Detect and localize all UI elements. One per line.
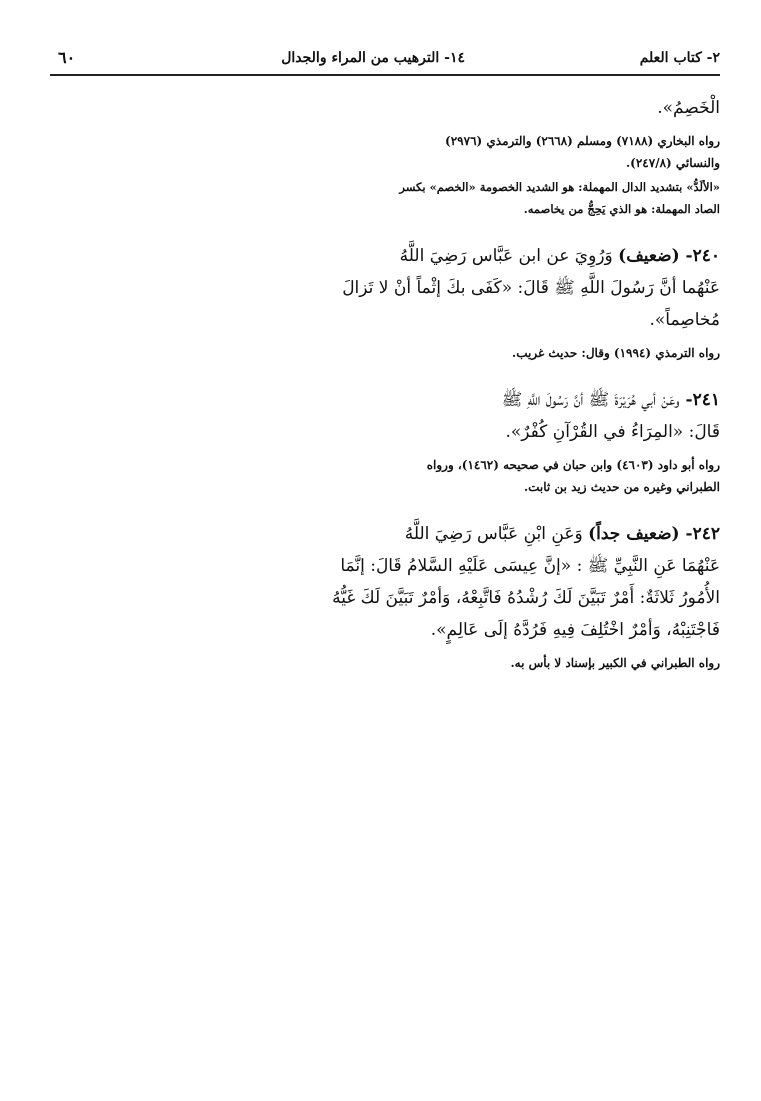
hadith-240 (92, 240, 720, 364)
note-line: «الألَدُّ» بتشديد الدال المهملة: هو الشديد الخصومة «الخصم» بكسر (399, 180, 720, 194)
reference-line: رواه الطبراني في الكبير بإسناد لا بأس به. (510, 656, 720, 670)
hadith-text: وَعَنِ ابْنِ عَبَّاس رَضِيَ اللَّهُ (404, 524, 589, 544)
hadith-line (92, 240, 720, 272)
continuation-text: الْخَصِمُ». (657, 98, 720, 118)
continuation-block (92, 92, 720, 220)
hadith-line: عَنْهُمَا عَنِ النَّبِيِّ ﷺ : «إنَّ عِيسَى عَلَيْهِ السَّلامُ قَالَ: إنَّمَا (340, 556, 720, 576)
section-title: ١٤- الترهيب من المراء والجدال (281, 50, 465, 66)
note-line: الصاد المهملة: هو الذي يَحِجُّ من يخاصمه. (523, 202, 720, 216)
hadith-line: مُخاصِماً». (649, 310, 720, 330)
header-rule (50, 74, 720, 76)
reference-line: رواه البخاري (٧١٨٨) ومسلم (٢٦٦٨) والترمذي (٢٩٧٦) (445, 134, 720, 148)
hadith-text: وعَنْ أبي هُرَيْرَةَ ﷺ أنَّ رَسُولَ اللَّهِ ﷺ (501, 390, 680, 410)
reference-line: رواه أبو داود (٤٦٠٣) وابن حبان في صحيحه (١٤٦٢)، ورواه (426, 458, 720, 472)
hadith-line (92, 384, 720, 416)
running-header (50, 46, 720, 74)
page-number: ٦٠ (58, 48, 76, 67)
reference-line: رواه الترمذي (١٩٩٤) وقال: حديث غريب. (512, 346, 720, 360)
hadith-line (92, 518, 720, 550)
hadith-number: ٢٤٠- (679, 246, 720, 266)
hadith-grade: (ضعيف) (618, 246, 680, 266)
hadith-241 (92, 384, 720, 498)
hadith-number: ٢٤١- (679, 390, 720, 410)
hadith-line: فَاجْتَنِبْهُ، وَأمْرٌ اخْتُلِفَ فِيهِ فَرُدَّهُ إلَى عَالِمٍ». (430, 620, 720, 640)
hadith-text: وَرُوِيَ عن ابن عَبَّاس رَضِيَ اللَّهُ (399, 246, 619, 266)
reference-line: الطبراني وغيره من حديث زيد بن ثابت. (523, 480, 720, 494)
hadith-line: عَنْهُما أنَّ رَسُولَ اللَّهِ ﷺ قَالَ: «كَفَى بكَ إثْماً أنْ لا تَزالَ (342, 278, 720, 298)
hadith-242 (92, 518, 720, 674)
chapter-title: ٢- كتاب العلم (639, 50, 720, 66)
hadith-line: الأُمُورُ ثَلاثَةٌ: أَمْرٌ تَبَيَّنَ لَكَ رُشْدُهُ فَاتَّبِعْهُ، وَأمْرٌ تَبَيَّنَ لَكَ غَيُّهُ (332, 588, 720, 608)
hadith-grade: (ضعيف جداً) (588, 524, 680, 544)
reference-line: والنسائي (٢٤٧/٨). (626, 156, 720, 170)
hadith-line: قَالَ: «المِرَاءُ في القُرْآنِ كُفْرٌ». (505, 422, 720, 442)
hadith-number: ٢٤٢- (679, 524, 720, 544)
page-content (92, 92, 720, 674)
